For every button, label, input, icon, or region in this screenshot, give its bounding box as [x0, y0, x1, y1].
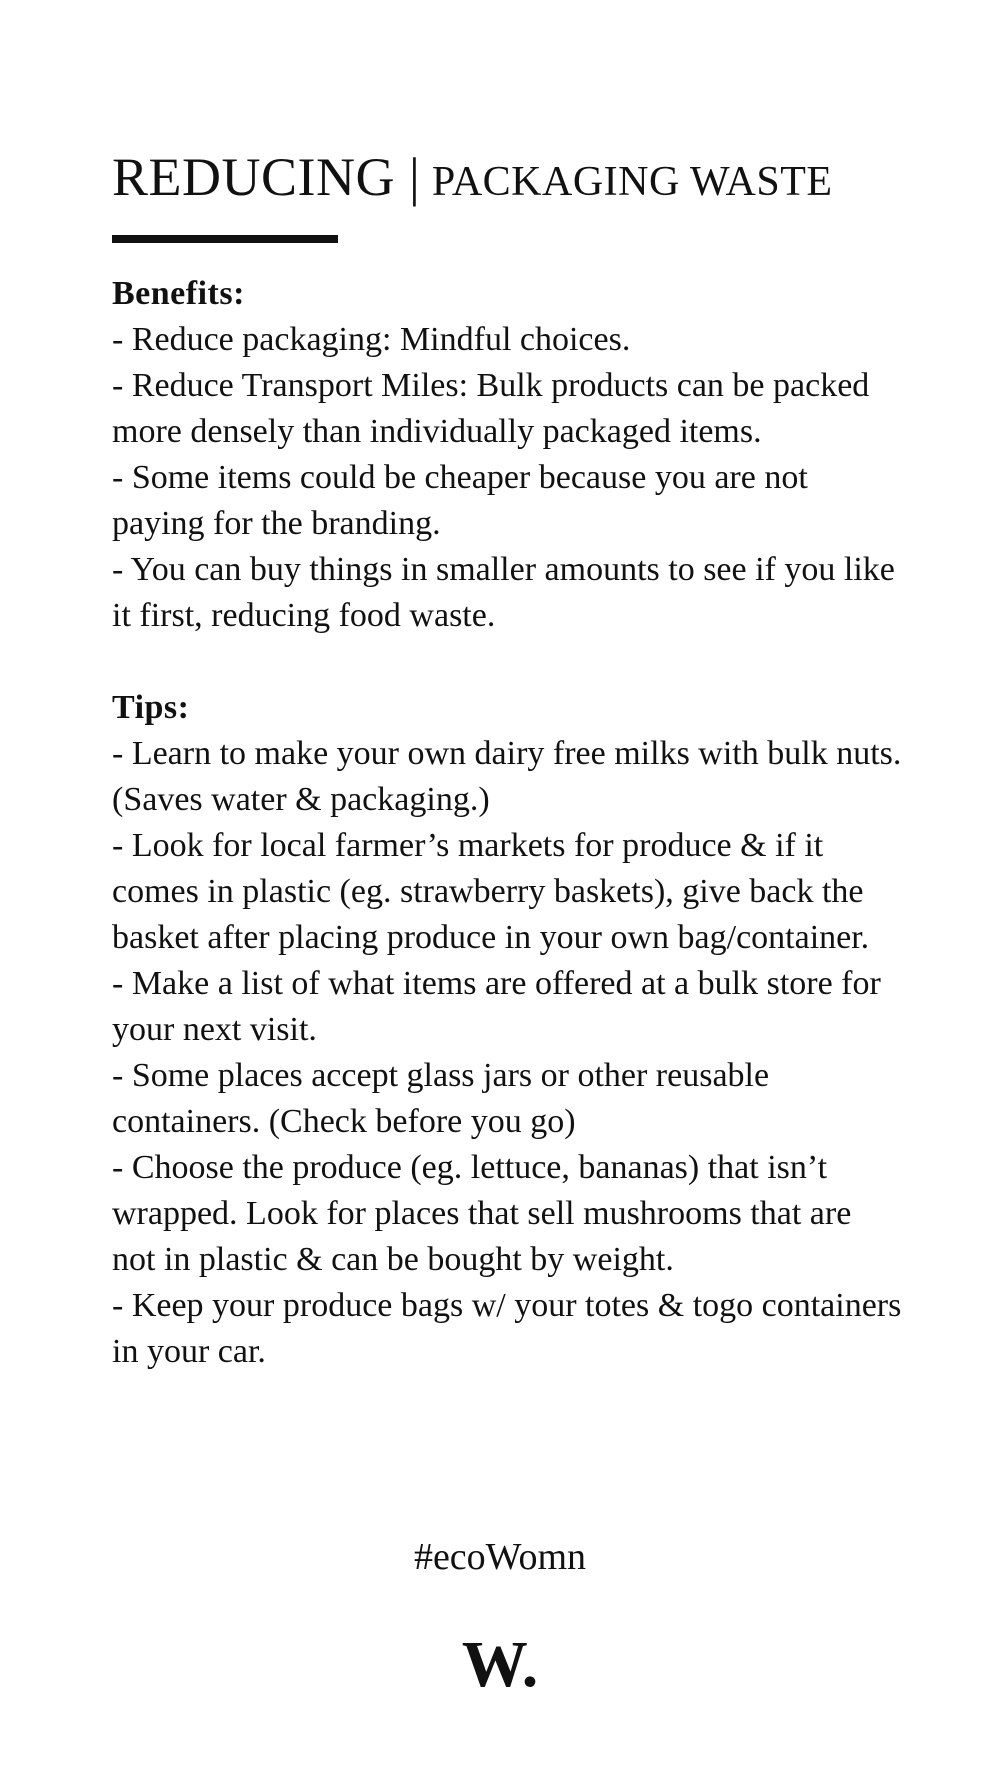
benefits-heading: Benefits: — [112, 275, 245, 312]
title-underline-divider — [112, 235, 338, 243]
tip-item: - Choose the produce (eg. lettuce, bananas) that isn’t wrapped. Look for places that sell mushrooms that are not in plastic & can be bought by weight. — [112, 1149, 852, 1278]
benefit-item: - Some items could be cheaper because you are not paying for the branding. — [112, 459, 808, 542]
hashtag: #ecoWomn — [413, 1536, 587, 1578]
content-body — [112, 271, 902, 1375]
tip-item: - Keep your produce bags w/ your totes & togo containers in your car. — [112, 1287, 902, 1370]
title-separator: | — [409, 147, 420, 207]
benefit-item: - You can buy things in smaller amounts to see if you like it first, reducing food waste. — [112, 551, 895, 634]
benefit-item: - Reduce packaging: Mindful choices. — [112, 321, 631, 358]
title-subtitle: PACKAGING WASTE — [431, 159, 833, 205]
tips-heading: Tips: — [112, 689, 190, 726]
tip-item: - Look for local farmer’s markets for produce & if it comes in plastic (eg. strawberry baskets), give back the basket after placing produce in your own bag/container. — [112, 827, 870, 956]
title-main: REDUCING — [112, 147, 395, 207]
benefit-item: - Reduce Transport Miles: Bulk products can be packed more densely than individually packaged items. — [112, 367, 870, 450]
brand-logo: W. — [461, 1628, 539, 1701]
tip-item: - Learn to make your own dairy free milks with bulk nuts. (Saves water & packaging.) — [112, 735, 902, 818]
section-spacer — [112, 639, 902, 685]
article — [112, 147, 902, 1375]
page-title — [112, 147, 902, 210]
tip-item: - Make a list of what items are offered at a bulk store for your next visit. — [112, 965, 881, 1048]
tip-item: - Some places accept glass jars or other reusable containers. (Check before you go) — [112, 1057, 770, 1140]
